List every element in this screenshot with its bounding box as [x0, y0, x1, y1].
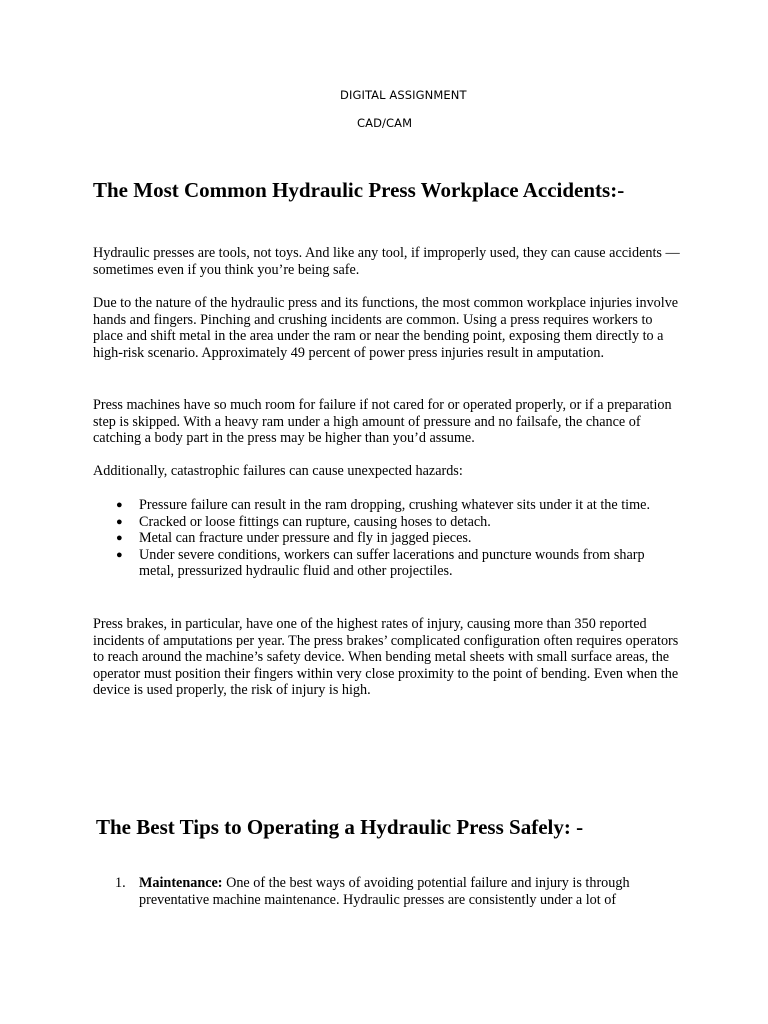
list-item-text: Under severe conditions, workers can suffer lacerations and puncture wounds from sharp metal, pressurized hydraulic fluid and other projectiles. — [139, 546, 645, 580]
section-title-safety-tips: The Best Tips to Operating a Hydraulic Press Safely: - — [96, 815, 584, 839]
paragraph-press-brakes: Press brakes, in particular, have one of the highest rates of injury, causing more than 350 reported incidents of amputations per year. The press brakes’ complicated configuration often requires operators to reach around the machine’s safety device. When bending metal sheets with small surface areas, the operator must position their fingers within very close proximity to the point of bending. Even when the device is used properly, the risk of injury is high. — [93, 616, 679, 699]
paragraph-injuries: Due to the nature of the hydraulic press and its functions, the most common workplace injuries involve hands and fingers. Pinching and crushing incidents are common. Using a press requires workers to place and shift metal in the area under the ram or near the bending point, exposing them directly to a high-risk scenario. Approximately 49 percent of power press injuries result in amputation. — [93, 295, 679, 361]
paragraph-intro: Hydraulic presses are tools, not toys. And like any tool, if improperly used, they can cause accidents — sometimes even if you think you’re being safe. — [93, 245, 680, 278]
list-number: 1. — [115, 875, 126, 891]
tip-text: One of the best ways of avoiding potential failure and injury is through preventative machine maintenance. Hydraulic presses are consistently under a lot of — [139, 875, 630, 908]
assignment-header: DIGITAL ASSIGNMENT — [340, 88, 467, 102]
list-item-text: Metal can fracture under pressure and fly in jagged pieces. — [139, 530, 472, 547]
list-item — [93, 497, 683, 514]
bullet-icon: ● — [116, 515, 123, 528]
course-header: CAD/CAM — [357, 116, 413, 130]
list-item-text: Cracked or loose fittings can rupture, causing hoses to detach. — [139, 513, 491, 530]
list-item-text: Pressure failure can result in the ram dropping, crushing whatever sits under it at the time. — [139, 497, 650, 513]
list-item — [93, 875, 683, 908]
list-item — [93, 514, 683, 531]
paragraph-hazards-intro: Additionally, catastrophic failures can cause unexpected hazards: — [93, 463, 463, 479]
tip-label: Maintenance: — [139, 875, 223, 891]
hazards-list — [93, 497, 683, 580]
paragraph-failure: Press machines have so much room for failure if not cared for or operated properly, or if a preparation step is skipped. With a heavy ram under a high amount of pressure and no failsafe, the chance of catching a body part in the press may be higher than you’d assume. — [93, 397, 672, 447]
bullet-icon: ● — [116, 548, 123, 561]
tips-list — [93, 875, 683, 908]
section-title-accidents: The Most Common Hydraulic Press Workplace Accidents:- — [93, 178, 625, 202]
list-item — [93, 547, 683, 580]
bullet-icon: ● — [116, 532, 123, 545]
bullet-icon: ● — [116, 499, 123, 511]
list-item — [93, 530, 683, 547]
